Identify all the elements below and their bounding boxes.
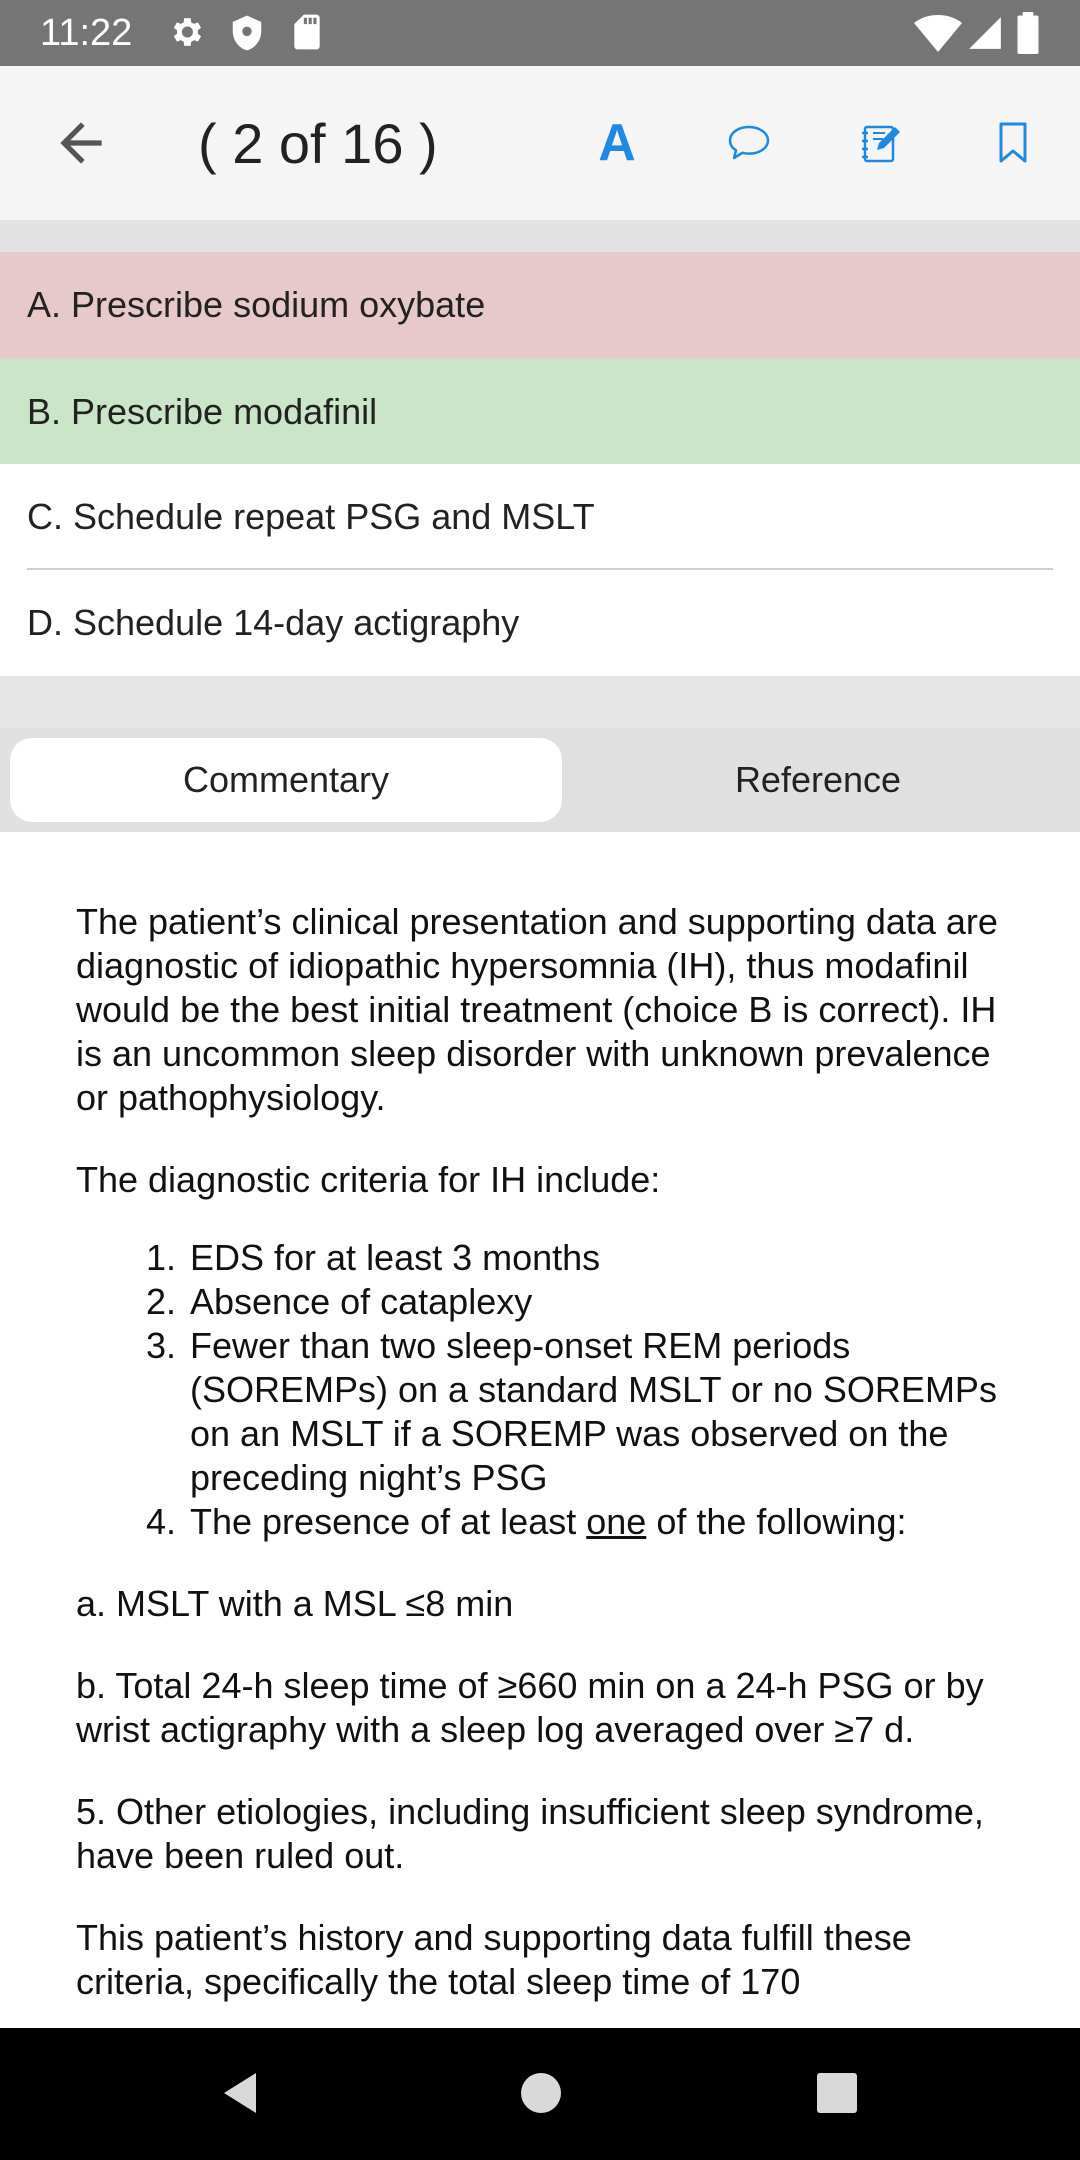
- arrow-back-icon: [50, 112, 112, 174]
- status-bar: [0, 0, 1080, 66]
- answer-choice-a[interactable]: [0, 252, 1080, 358]
- bookmark-icon: [996, 121, 1030, 165]
- battery-icon: [1014, 12, 1042, 54]
- cellular-signal-icon: [966, 14, 1004, 52]
- answer-label: C. Schedule repeat PSG and MSLT: [27, 496, 595, 537]
- font-size-button[interactable]: [584, 110, 650, 176]
- paragraph: b. Total 24-h sleep time of ≥660 min on a 24-h PSG or by wrist actigraphy with a sleep log averaged over ≥7 d.: [76, 1665, 984, 1750]
- paragraph: This patient’s history and supporting data fulfill these criteria, specifically the total sleep time of 170: [76, 1917, 912, 2002]
- answer-choice-b[interactable]: [0, 358, 1080, 464]
- list-item: 1. EDS for at least 3 months: [186, 1236, 1016, 1280]
- paragraph: The diagnostic criteria for IH include:: [76, 1159, 661, 1200]
- separator-band: [0, 676, 1080, 728]
- question-counter: ( 2 of 16 ): [198, 112, 438, 175]
- notes-button[interactable]: [848, 110, 914, 176]
- sd-card-icon: [290, 13, 324, 51]
- wifi-icon: [914, 14, 962, 52]
- text: of the following:: [646, 1501, 907, 1542]
- nav-home-button[interactable]: [520, 2072, 562, 2114]
- separator-band: [0, 220, 1080, 252]
- criteria-list: [76, 1236, 1016, 1544]
- tab-reference[interactable]: [562, 738, 1074, 822]
- notebook-edit-icon: [859, 121, 903, 165]
- chat-bubble-icon: [726, 123, 772, 163]
- tab-commentary[interactable]: [10, 738, 562, 822]
- nav-back-button[interactable]: [216, 2068, 266, 2118]
- font-size-icon: A: [598, 114, 636, 172]
- navigation-bar: [0, 2028, 1080, 2160]
- nav-recents-button[interactable]: [816, 2072, 858, 2114]
- list-item: [186, 1500, 1016, 1544]
- emphasis-text: one: [586, 1501, 647, 1542]
- status-time: 11:22: [40, 12, 133, 54]
- app-bar: [0, 66, 1080, 220]
- back-button[interactable]: [50, 112, 112, 174]
- shield-icon: [228, 13, 266, 53]
- answer-choice-d[interactable]: [0, 570, 1080, 676]
- comment-button[interactable]: [716, 110, 782, 176]
- list-item: 3. Fewer than two sleep-onset REM periods (SOREMPs) on a standard MSLT or no SOREMPs on an MSLT if a SOREMP was observed on the preceding night’s PSG: [186, 1324, 1016, 1500]
- answer-choice-c[interactable]: [0, 464, 1080, 570]
- bookmark-button[interactable]: [980, 110, 1046, 176]
- segmented-tabs: [0, 728, 1080, 832]
- settings-icon: [167, 13, 205, 51]
- answer-label: A. Prescribe sodium oxybate: [27, 284, 486, 325]
- answer-label: D. Schedule 14-day actigraphy: [27, 602, 520, 643]
- paragraph: The patient’s clinical presentation and supporting data are diagnostic of idiopathic hypersomnia (IH), thus modafinil would be the best initial treatment (choice B is correct). IH is an uncommon sleep disorder with unknown prevalence or pathophysiology.: [76, 901, 998, 1118]
- commentary-text: [76, 900, 1016, 2042]
- answer-label: B. Prescribe modafinil: [27, 391, 378, 432]
- list-item: 2. Absence of cataplexy: [186, 1280, 1016, 1324]
- tab-label: Commentary: [182, 759, 390, 800]
- text: The presence of at least: [190, 1501, 587, 1542]
- paragraph: 5. Other etiologies, including insufficient sleep syndrome, have been ruled out.: [76, 1791, 984, 1876]
- paragraph: a. MSLT with a MSL ≤8 min: [76, 1583, 514, 1624]
- tab-label: Reference: [734, 759, 902, 800]
